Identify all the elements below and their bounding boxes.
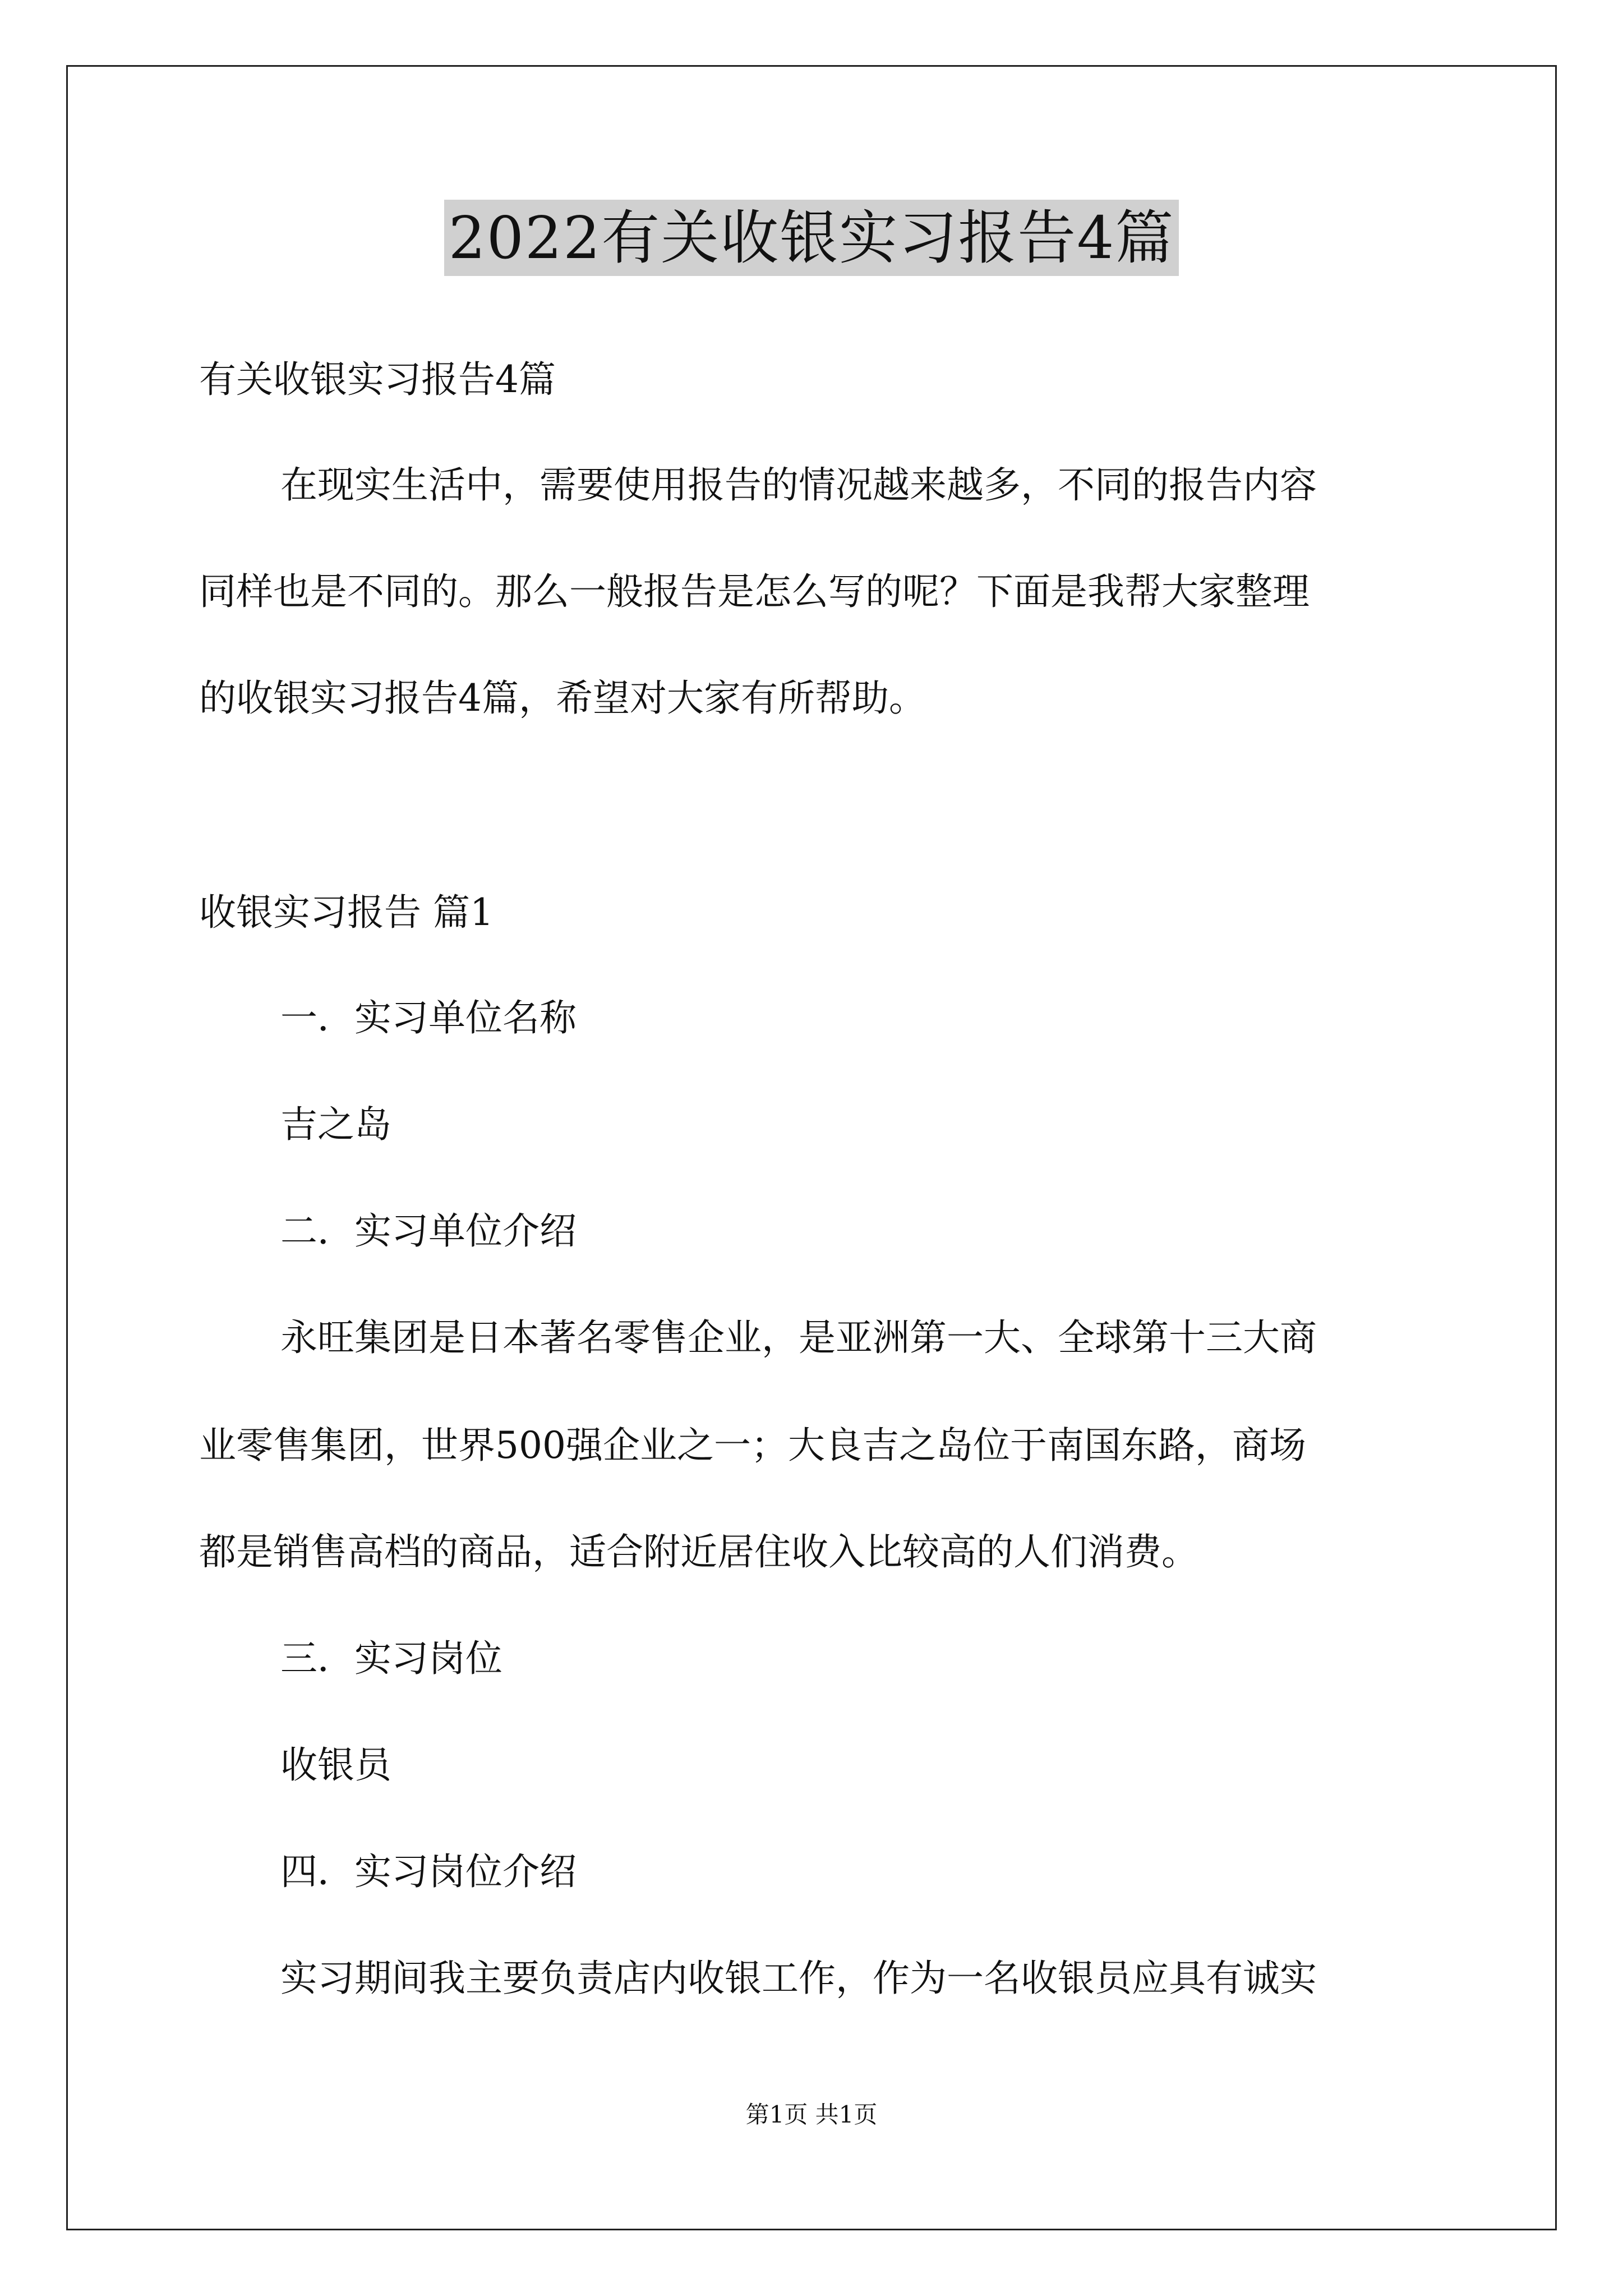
item-text-3: 收银员	[280, 1743, 391, 1787]
item-heading-2: 二．实习单位介绍	[280, 1209, 577, 1253]
item-heading-1: 一．实习单位名称	[280, 996, 577, 1039]
title-container	[0, 200, 1623, 276]
paragraph-last-line: 实习期间我主要负责店内收银工作，作为一名收银员应具有诚实	[280, 1957, 1317, 2000]
paragraph-line-3: 都是销售高档的商品，适合附近居住收入比较高的人们消费。	[199, 1530, 1198, 1573]
intro-line-3: 的收银实习报告4篇，希望对大家有所帮助。	[199, 677, 926, 720]
item-heading-4: 四．实习岗位介绍	[280, 1850, 577, 1893]
intro-line-2: 同样也是不同的。那么一般报告是怎么写的呢？下面是我帮大家整理	[199, 570, 1310, 613]
document-subtitle: 有关收银实习报告4篇	[199, 358, 556, 401]
paragraph-line-1: 永旺集团是日本著名零售企业，是亚洲第一大、全球第十三大商	[280, 1316, 1317, 1359]
item-heading-3: 三．实习岗位	[280, 1637, 502, 1680]
paragraph-line-2: 业零售集团，世界500强企业之一；大良吉之岛位于南国东路，商场	[199, 1424, 1306, 1467]
page-footer: 第1页 共1页	[745, 2101, 878, 2128]
item-text-1: 吉之岛	[280, 1103, 391, 1146]
section-heading: 收银实习报告 篇1	[199, 891, 494, 934]
intro-line-1: 在现实生活中，需要使用报告的情况越来越多，不同的报告内容	[280, 463, 1317, 507]
document-title: 2022有关收银实习报告4篇	[444, 200, 1179, 276]
